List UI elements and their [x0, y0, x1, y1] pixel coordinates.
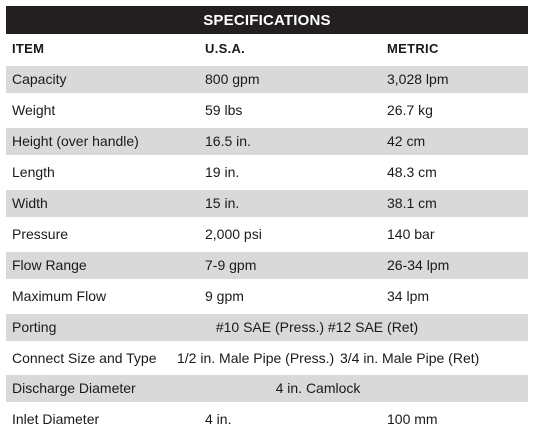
table-row-maximum-flow — [6, 283, 528, 310]
row-metric-value: 3/4 in. Male Pipe (Ret) — [340, 350, 480, 366]
row-spanning-value: 4 in. Camlock — [275, 380, 361, 396]
column-header-usa: U.S.A. — [205, 41, 246, 56]
row-spanning-value: #10 SAE (Press.) #12 SAE (Ret) — [215, 319, 419, 335]
row-label: Inlet Diameter — [12, 411, 100, 427]
row-label: Maximum Flow — [12, 288, 107, 304]
table-row-flow-range — [6, 252, 528, 279]
table-row-porting — [6, 314, 528, 341]
row-usa-value: 15 in. — [205, 195, 240, 211]
table-row-connect-size — [6, 345, 528, 372]
table-row-height — [6, 128, 528, 155]
row-metric-value: 100 mm — [387, 411, 438, 427]
row-metric-value: 140 bar — [387, 226, 435, 242]
row-metric-value: 3,028 lpm — [387, 71, 449, 87]
row-label: Length — [12, 164, 55, 180]
row-usa-value: 2,000 psi — [205, 226, 262, 242]
table-row-pressure — [6, 221, 528, 248]
row-metric-value: 26.7 kg — [387, 102, 433, 118]
row-usa-value: 16.5 in. — [205, 133, 251, 149]
row-usa-value: 19 in. — [205, 164, 240, 180]
row-metric-value: 38.1 cm — [387, 195, 437, 211]
row-label: Connect Size and Type — [12, 350, 157, 366]
row-metric-value: 48.3 cm — [387, 164, 437, 180]
row-label: Porting — [12, 319, 57, 335]
row-label: Height (over handle) — [12, 133, 139, 149]
row-usa-value: 800 gpm — [205, 71, 260, 87]
row-label: Discharge Diameter — [12, 380, 136, 396]
column-header-item: ITEM — [12, 41, 45, 56]
column-header-metric: METRIC — [387, 41, 439, 56]
table-row-length — [6, 159, 528, 186]
table-row-capacity — [6, 66, 528, 93]
row-label: Weight — [12, 102, 56, 118]
row-metric-value: 34 lpm — [387, 288, 430, 304]
row-usa-value: 4 in. — [205, 411, 232, 427]
row-metric-value: 42 cm — [387, 133, 426, 149]
row-label: Capacity — [12, 71, 67, 87]
row-usa-value: 7-9 gpm — [205, 257, 257, 273]
row-usa-value: 59 lbs — [205, 102, 243, 118]
row-label: Flow Range — [12, 257, 87, 273]
row-usa-value: 1/2 in. Male Pipe (Press.) — [177, 350, 335, 366]
row-label: Width — [12, 195, 48, 211]
column-header-row — [6, 35, 528, 62]
table-row-inlet-diameter — [6, 406, 528, 433]
table-row-weight — [6, 97, 528, 124]
row-usa-value: 9 gpm — [205, 288, 244, 304]
row-metric-value: 26-34 lpm — [387, 257, 450, 273]
row-label: Pressure — [12, 226, 69, 242]
table-title: SPECIFICATIONS — [6, 6, 528, 34]
table-row-width — [6, 190, 528, 217]
table-row-discharge-diameter — [6, 375, 528, 402]
